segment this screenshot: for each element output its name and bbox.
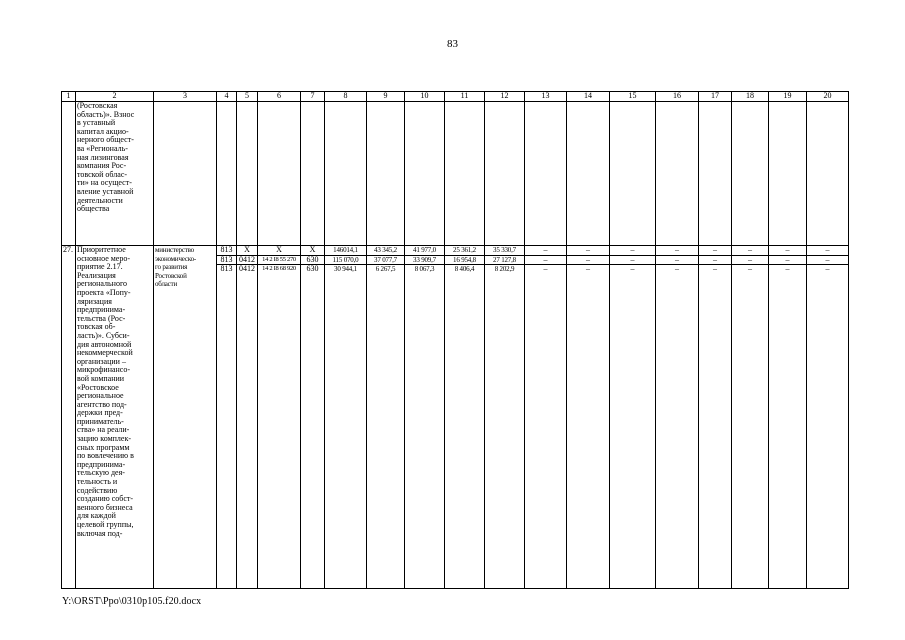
value-cell: 30 944,1 [325, 264, 366, 274]
text-line: микрофинансо- [77, 365, 131, 375]
text-line: в уставный [77, 118, 116, 128]
header-cell: 11 [445, 92, 485, 102]
value-cell: 813 [217, 255, 236, 265]
value-cell: – [807, 264, 848, 274]
text-line: проекта «Попу- [77, 287, 131, 297]
value-cell: – [675, 245, 679, 254]
value-cell: – [610, 264, 655, 274]
footer-file-path: Y:\ORST\Ppo\0310p105.f20.docx [62, 596, 202, 607]
table-cell [525, 102, 567, 246]
header-cell: 12 [485, 92, 525, 102]
value-cell: – [769, 255, 806, 265]
value-cell: 115 070,0 [325, 255, 366, 265]
col-15-stack [610, 246, 656, 589]
value-cell: – [785, 245, 790, 254]
text-line: зацию комплек- [77, 434, 132, 444]
value-cell: 6 267,5 [367, 264, 404, 274]
table-cell [367, 102, 405, 246]
header-cell: 8 [325, 92, 367, 102]
text-line: ляризация [77, 296, 112, 306]
value-cell: 14 2 I8 68 920 [258, 264, 300, 274]
text-line: министерство [155, 246, 194, 254]
value-cell: 16 954,8 [445, 255, 484, 265]
value-cell: 630 [301, 255, 324, 265]
text-line: основное меро- [77, 253, 131, 263]
col-5-stack [237, 246, 258, 589]
value-cell: – [525, 264, 566, 274]
row-number: 27. [62, 246, 76, 589]
value-cell: – [656, 264, 698, 274]
text-line: тельства (Рос- [77, 313, 126, 323]
table-header-row [62, 92, 849, 102]
col-4-stack [217, 246, 237, 589]
continuation-description [76, 102, 154, 246]
text-line: регионального [77, 279, 128, 289]
text-line: приятие 2.17. [77, 262, 123, 272]
value-cell: 0412 [239, 254, 255, 264]
text-line: Реализация [77, 270, 116, 280]
text-line: области [155, 280, 177, 289]
header-cell: 3 [154, 92, 217, 102]
col-14-stack [567, 246, 610, 589]
text-line: тельность и [77, 477, 118, 487]
text-line: приниматель- [77, 416, 124, 426]
value-cell: 37 077,7 [367, 255, 404, 265]
col-20-stack [807, 246, 849, 589]
col-8-stack [325, 246, 367, 589]
text-line: целевой группы, [77, 520, 134, 529]
col-13-stack [525, 246, 567, 589]
table-cell [217, 102, 237, 246]
text-line: созданию собст- [77, 494, 134, 504]
text-line: нерного общест- [77, 135, 134, 145]
col-12-stack [485, 246, 525, 589]
table-cell [807, 102, 849, 246]
table-cell [237, 102, 258, 246]
value-cell: – [656, 255, 698, 265]
value-cell: 33 909,7 [405, 255, 444, 265]
header-cell: 9 [367, 92, 405, 102]
value-cell: – [769, 264, 806, 274]
value-cell: – [807, 255, 848, 265]
value-cell: – [567, 255, 609, 265]
text-line: товская об- [77, 322, 116, 332]
text-line: «Ростовское [77, 382, 119, 392]
text-line: (Ростовская [77, 101, 118, 110]
text-line: включая под- [77, 528, 123, 538]
value-cell: – [732, 264, 768, 274]
executor-cell [154, 246, 217, 589]
page-number: 83 [447, 38, 458, 50]
table-cell [656, 102, 699, 246]
table-cell [258, 102, 301, 246]
value-cell: 41 977,0 [413, 246, 436, 254]
value-cell: – [567, 264, 609, 274]
text-line: предпринима- [77, 305, 126, 315]
value-cell: – [610, 255, 655, 265]
value-cell: – [699, 264, 731, 274]
col-9-stack [367, 246, 405, 589]
value-cell: 630 [301, 264, 324, 274]
value-cell: Х [309, 245, 316, 254]
value-cell: 35 330,7 [493, 246, 516, 254]
budget-table [61, 91, 849, 589]
text-line: капитал акцио- [77, 126, 129, 136]
value-cell: – [732, 255, 768, 265]
text-line: ства» на реали- [77, 425, 130, 435]
value-cell: 27 127,8 [485, 255, 524, 265]
text-line: некоммерческой [77, 348, 133, 358]
value-cell: – [748, 245, 752, 254]
header-cell: 15 [610, 92, 656, 102]
text-line: Ростовской [155, 271, 187, 280]
col-10-stack [405, 246, 445, 589]
row-27-description [76, 246, 154, 589]
value-cell: 146014,1 [333, 246, 358, 254]
value-cell: – [543, 245, 548, 254]
text-line: ная лизинговая [77, 152, 129, 162]
value-cell: 8 202,9 [485, 264, 524, 274]
text-line: сных программ [77, 442, 130, 452]
text-line: для каждой [77, 511, 116, 521]
header-cell: 10 [405, 92, 445, 102]
header-cell: 16 [656, 92, 699, 102]
value-cell: – [825, 245, 830, 254]
text-line: тельскую дея- [77, 468, 125, 478]
continuation-row [62, 102, 849, 246]
value-cell: – [525, 255, 566, 265]
header-cell: 18 [732, 92, 769, 102]
text-line: содействию [77, 485, 118, 495]
table-cell [405, 102, 445, 246]
text-line: ва «Региональ- [77, 143, 128, 153]
text-line: ласть)». Субси- [77, 330, 130, 340]
value-cell: 8 067,3 [405, 264, 444, 274]
col-18-stack [732, 246, 769, 589]
text-line: региональное [77, 391, 124, 401]
table-cell [769, 102, 807, 246]
text-line: предпринима- [77, 459, 126, 469]
text-line: по вовлечению в [77, 451, 134, 461]
table-cell [325, 102, 367, 246]
value-cell: – [699, 255, 731, 265]
col-6-stack [258, 246, 301, 589]
text-line: область)». Взнос [77, 109, 135, 119]
col-7-stack [301, 246, 325, 589]
header-cell: 20 [807, 92, 849, 102]
header-cell: 1 [62, 92, 76, 102]
text-line: вление уставной [77, 186, 134, 196]
value-cell: Х [244, 245, 250, 254]
text-line: деятельности [77, 195, 123, 205]
table-cell [732, 102, 769, 246]
text-line: компания Рос- [77, 161, 127, 171]
table-cell [62, 102, 76, 246]
text-line: держки пред- [77, 408, 123, 418]
table-cell [445, 102, 485, 246]
value-cell: 813 [220, 245, 233, 254]
description-text [77, 246, 152, 538]
value-cell: – [586, 245, 590, 254]
table-cell [567, 102, 610, 246]
text-line: вой компании [77, 373, 125, 383]
value-cell: 813 [217, 264, 236, 274]
value-cell: – [713, 245, 717, 254]
table-cell [610, 102, 656, 246]
text-line: товской облас- [77, 169, 128, 179]
text-line: организации – [77, 356, 126, 366]
value-cell: 25 361,2 [453, 246, 476, 254]
header-cell: 17 [699, 92, 732, 102]
executor-text [155, 246, 215, 289]
header-cell: 2 [76, 92, 154, 102]
value-cell: 14 2 I8 55 270 [258, 255, 300, 265]
value-cell: 0412 [239, 264, 255, 274]
row-27 [62, 246, 849, 589]
text-line: го развития [155, 263, 188, 272]
header-cell: 5 [237, 92, 258, 102]
text-line: Приоритетное [77, 245, 126, 254]
col-11-stack [445, 246, 485, 589]
header-cell: 19 [769, 92, 807, 102]
table-cell [301, 102, 325, 246]
text-line: общества [77, 204, 110, 214]
header-cell: 13 [525, 92, 567, 102]
header-cell: 4 [217, 92, 237, 102]
header-cell: 14 [567, 92, 610, 102]
value-cell: 8 406,4 [445, 264, 484, 274]
text-line: ти» на осущест- [77, 178, 132, 188]
col-19-stack [769, 246, 807, 589]
table-cell [699, 102, 732, 246]
value-cell: – [630, 245, 635, 254]
text-line: экономическо- [155, 254, 197, 263]
value-cell: 43 345,2 [374, 246, 397, 254]
header-cell: 6 [258, 92, 301, 102]
col-17-stack [699, 246, 732, 589]
value-cell: Х [276, 245, 282, 254]
text-line: дия автономной [77, 339, 132, 349]
header-cell: 7 [301, 92, 325, 102]
table-cell [485, 102, 525, 246]
text-line: агентство под- [77, 399, 127, 409]
continuation-text [77, 102, 152, 214]
table-cell [154, 102, 217, 246]
col-16-stack [656, 246, 699, 589]
text-line: венного бизнеса [77, 502, 133, 512]
